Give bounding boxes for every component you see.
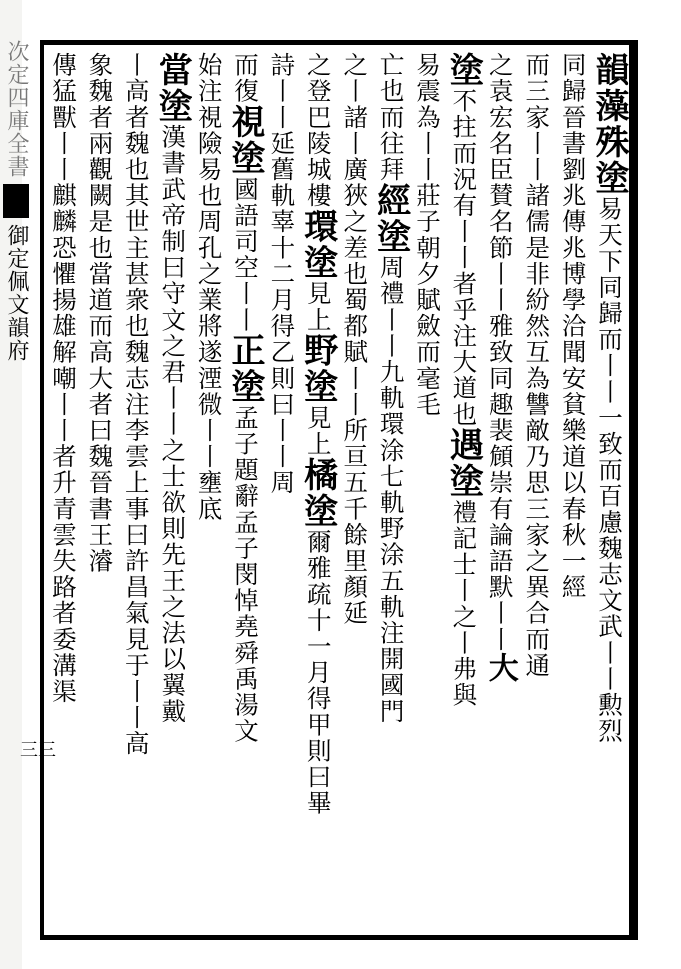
text-column	[46, 52, 80, 932]
page-border-right-rule	[629, 40, 638, 940]
entry-text: 同歸晉書劉兆傳兆博學洽聞安貧樂道以春秋一經	[558, 52, 588, 601]
entry-text: 爾雅疏十一月得甲則曰畢	[303, 529, 333, 817]
page-number: 三三	[20, 740, 56, 761]
entry-text: 而三家丨丨諸儒是非紛然互為讐敵乃思三家之異合而通	[522, 52, 552, 679]
entry-text: 辜十二月得乙則曰丨丨周	[267, 208, 297, 496]
text-column	[152, 52, 193, 932]
entry-text: 見上	[303, 404, 333, 458]
entry-headword: 正塗	[225, 332, 265, 405]
text-column	[337, 52, 371, 932]
entry-text: 易震為丨丨莊子朝夕賦斂而毫毛	[413, 52, 442, 418]
entry-text: 之登巴陵城樓	[303, 52, 333, 209]
entry-text: 始	[194, 52, 224, 79]
text-column	[297, 52, 338, 932]
entry-text: 漢書武帝制曰守文之君丨丨之士欲則先王之法以翼戴	[158, 124, 188, 725]
text-column	[225, 52, 265, 932]
entry-text: 注視險易也	[194, 78, 224, 209]
entry-text: 見上	[303, 280, 333, 333]
entry-text: 之袁宏名臣賛名節丨丨雅致同趣裴頠崇有論語默丨丨	[485, 52, 515, 653]
large-character: 大	[482, 652, 518, 684]
entry-headword: 當塗	[152, 52, 193, 124]
entry-text: 之丨諸丨	[340, 52, 370, 157]
entry-text: 廣狹之差也蜀都賦丨丨所亘五千餘里顏延	[340, 156, 370, 627]
entry-text: 詩丨丨延舊軌	[267, 52, 297, 209]
entry-text: 其世主甚衆也魏志注李雲上事曰許昌氣見于丨丨高	[121, 182, 151, 757]
text-column	[519, 52, 553, 932]
entry-headword: 經塗	[370, 182, 411, 255]
entry-headword: 視塗	[225, 104, 265, 177]
text-column	[556, 52, 590, 932]
entry-text: 而復	[231, 52, 260, 105]
entry-text: 周禮丨丨九軌環涂七軌野涂五軌注開國門	[376, 254, 406, 725]
entry-headword: 橘塗	[297, 457, 338, 530]
text-column	[370, 52, 411, 932]
entry-text: 傳猛獸丨丨麒麟恐懼揚雄解嘲丨丨者升青雲失路者委溝渠	[49, 52, 78, 705]
margin-faded-header: 次定四庫全書	[4, 40, 29, 178]
entry-text: 丨高者魏也	[121, 52, 151, 183]
text-column	[264, 52, 298, 932]
entry-text: 象魏者兩觀闕是也當道而高大者曰魏晉書王濬	[85, 52, 115, 574]
text-column	[589, 52, 629, 932]
text-column	[443, 52, 484, 932]
entry-text: 國語司空丨丨	[231, 176, 260, 333]
book-title: 御定佩文韻府	[4, 224, 29, 362]
text-column	[82, 52, 116, 932]
entry-text: 不拄而況有丨丨者乎注大道也	[449, 88, 479, 428]
text-column	[410, 52, 444, 932]
entry-text: 易天下同歸而丨丨一致而百慮魏志文武丨丨勲烈	[595, 196, 624, 745]
entry-headword: 環塗	[297, 208, 338, 281]
entry-text: 禮記士丨之丨弗與	[449, 499, 479, 709]
text-column	[483, 52, 517, 932]
fishtail-marker-icon	[3, 184, 29, 218]
entry-headword: 塗	[443, 52, 484, 88]
text-column	[192, 52, 226, 932]
entry-headword: 韻藻殊塗	[589, 52, 629, 196]
entry-headword: 遇塗	[443, 427, 484, 500]
entry-headword: 野塗	[297, 332, 338, 405]
entry-text: 周孔之業將遂湮微丨丨壅底	[194, 208, 224, 522]
entry-text: 孟子題辭孟子閔悼堯舜禹湯文	[231, 404, 260, 745]
text-column	[119, 52, 153, 932]
entry-text: 亡也而往拜	[376, 52, 406, 183]
margin-title-column	[2, 40, 32, 940]
